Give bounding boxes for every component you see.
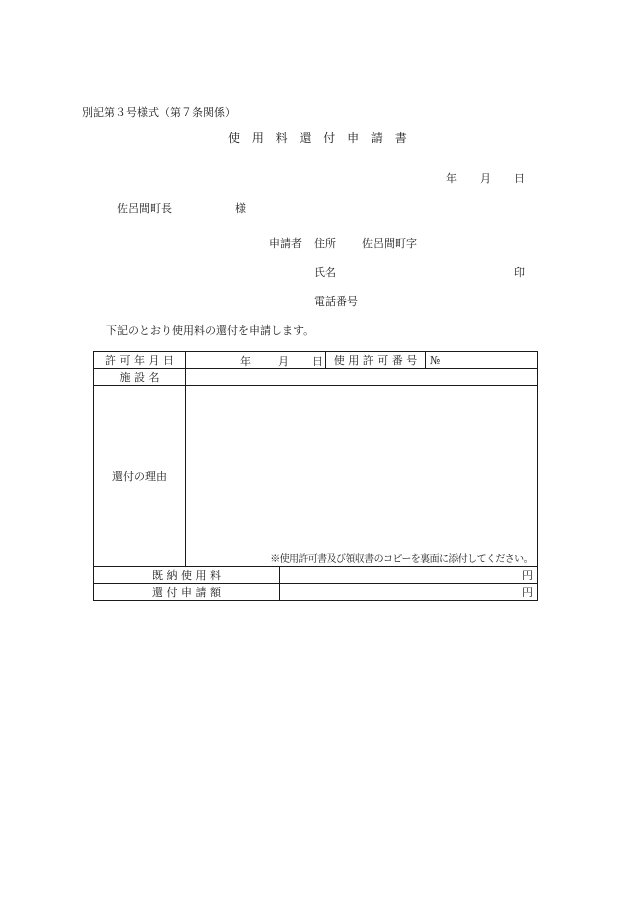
date-day-label: 日	[514, 172, 525, 185]
addressee-honorific: 様	[235, 202, 246, 215]
reason-row	[94, 386, 538, 567]
permit-date-row	[94, 352, 538, 369]
phone-label: 電話番号	[314, 295, 358, 308]
paid-fee-label: 既 納 使 用 料	[94, 567, 280, 584]
applicant-label: 申請者	[269, 237, 302, 250]
permit-date-day: 日	[312, 355, 323, 368]
reason-label: 還付の理由	[94, 386, 186, 567]
addressee-name: 佐呂間町長	[117, 202, 172, 215]
reason-attachment-note: ※使用許可書及び領収書のコピーを裏面に添付してください。	[270, 554, 533, 565]
document-title: 使 用 料 還 付 申 請 書	[228, 131, 411, 145]
paid-fee-row	[94, 567, 538, 584]
reason-field[interactable]	[186, 386, 538, 567]
permit-date-field[interactable]	[186, 352, 326, 369]
refund-amount-unit: 円	[522, 586, 533, 599]
address-label: 住所	[314, 237, 336, 250]
facility-field[interactable]	[186, 369, 538, 386]
name-label: 氏名	[314, 266, 336, 279]
permit-number-field[interactable]	[426, 352, 538, 369]
refund-amount-row	[94, 584, 538, 601]
permit-number-label: 使 用 許 可 番 号	[326, 352, 426, 369]
permit-date-year: 年	[240, 355, 251, 368]
refund-amount-field[interactable]	[280, 584, 538, 601]
form-reference: 別記第３号様式（第７条関係）	[82, 106, 236, 119]
permit-date-label: 許 可 年 月 日	[94, 352, 186, 369]
address-value: 佐呂間町字	[362, 237, 417, 250]
permit-number-prefix: №	[430, 353, 441, 367]
refund-amount-label: 還 付 申 請 額	[94, 584, 280, 601]
date-year-label: 年	[446, 172, 457, 185]
paid-fee-unit: 円	[522, 569, 533, 582]
facility-row	[94, 369, 538, 386]
facility-label: 施 設 名	[94, 369, 186, 386]
seal-mark: 印	[514, 266, 525, 279]
intro-statement: 下記のとおり使用料の還付を申請します。	[106, 324, 315, 337]
refund-form-table	[93, 351, 538, 601]
permit-date-month: 月	[278, 355, 289, 368]
paid-fee-field[interactable]	[280, 567, 538, 584]
date-month-label: 月	[480, 172, 491, 185]
